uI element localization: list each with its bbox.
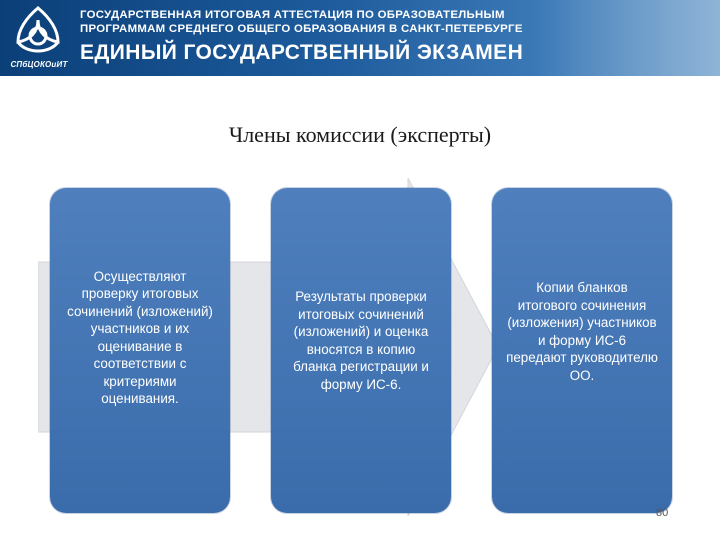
city-skyline-image [530,0,720,76]
expert-duty-box-3 [492,188,672,513]
header-line-2: ПРОГРАММАМ СРЕДНЕГО ОБЩЕГО ОБРАЗОВАНИЯ В САНКТ-ПЕТЕРБУРГЕ [80,23,523,35]
expert-duty-box-1 [50,188,230,513]
header-banner [0,0,720,76]
expert-duty-box-2 [271,188,451,513]
expert-duty-text-3: Копии бланков итогового сочинения (изложения) участников и форму ИС-6 передают руководителю ОО. [506,280,658,383]
logo-caption: СПбЦОКОиИТ [10,60,68,69]
header-title: ЕДИНЫЙ ГОСУДАРСТВЕННЫЙ ЭКЗАМЕН [80,41,524,64]
header-line-1: ГОСУДАРСТВЕННАЯ ИТОГОВАЯ АТТЕСТАЦИЯ ПО ОБРАЗОВАТЕЛЬНЫМ [80,9,505,21]
expert-duty-text-2: Результаты проверки итоговых сочинений (изложений) и оценка вносятся в копию бланка регистрации и форму ИС-6. [293,289,429,392]
page-number: 80 [656,507,669,519]
logo-icon [6,4,70,60]
slide-title: Члены комиссии (эксперты) [228,122,492,147]
expert-duty-text-1: Осуществляют проверку итоговых сочинений (изложений) участников и их оценивание в соответствии с критериями оценивания. [67,268,213,406]
